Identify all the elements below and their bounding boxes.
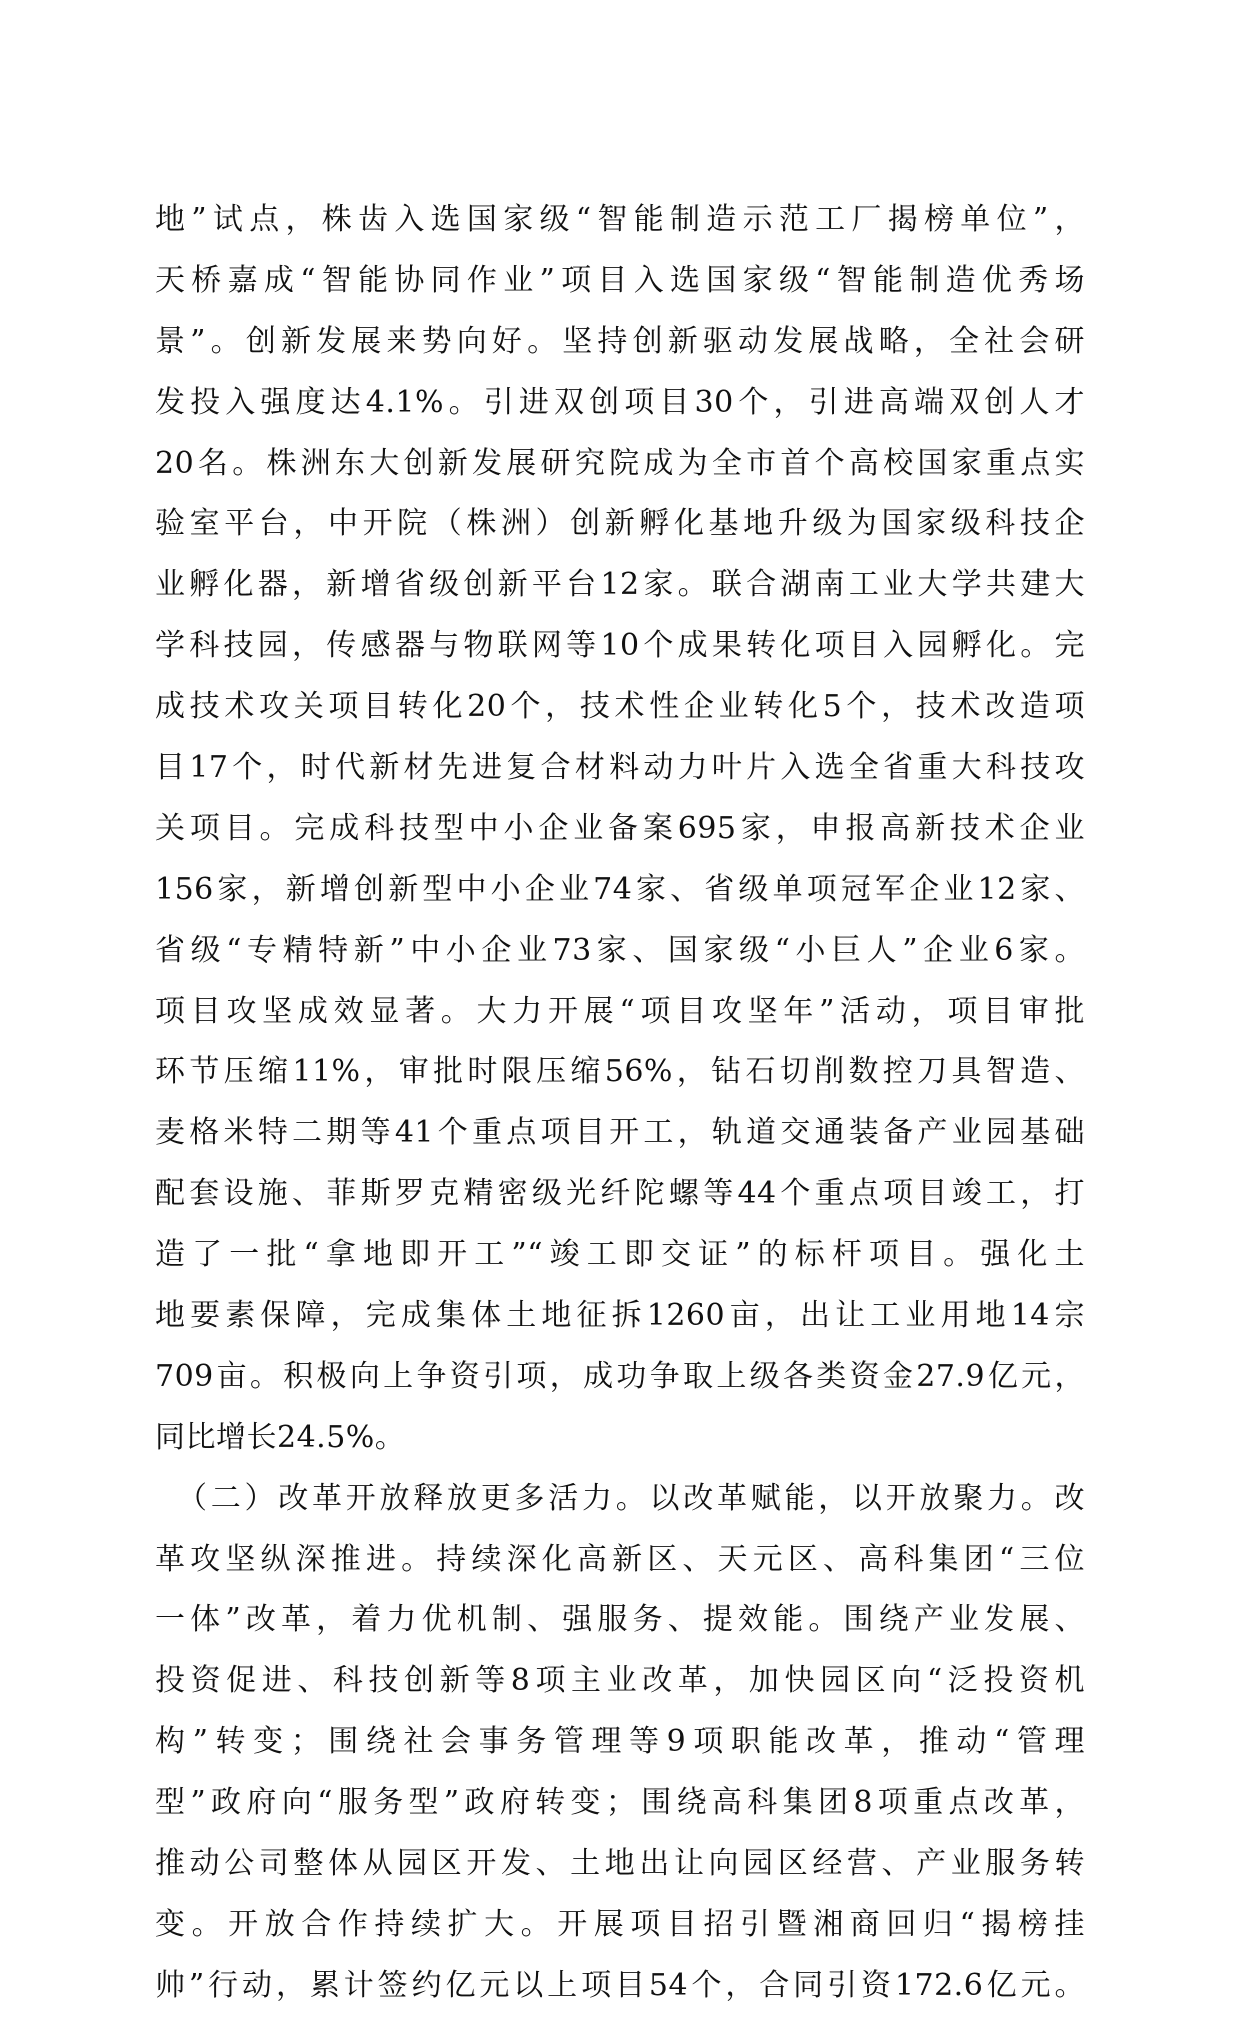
text-line: 验室平台，中开院（株洲）创新孵化基地升级为国家级科技企: [155, 506, 1085, 542]
text-line: 推动公司整体从园区开发、土地出让向园区经营、产业服务转: [155, 1846, 1085, 1882]
text-line: 发投入强度达4.1%。引进双创项目30个，引进高端双创人才: [155, 384, 1085, 420]
document-page: [155, 190, 1085, 2017]
text-line: 业孵化器，新增省级创新平台12家。联合湖南工业大学共建大: [155, 567, 1085, 603]
text-line: 环节压缩11%，审批时限压缩56%，钻石切削数控刀具智造、: [155, 1054, 1085, 1090]
text-line: 一体”改革，着力优机制、强服务、提效能。围绕产业发展、: [155, 1602, 1085, 1638]
text-line: 709亩。积极向上争资引项，成功争取上级各类资金27.9亿元，: [155, 1358, 1085, 1394]
text-line: 造了一批“拿地即开工”“竣工即交证”的标杆项目。强化土: [155, 1237, 1085, 1273]
text-line: 20名。株洲东大创新发展研究院成为全市首个高校国家重点实: [155, 445, 1085, 481]
text-line: 景”。创新发展来势向好。坚持创新驱动发展战略，全社会研: [155, 323, 1085, 359]
text-line: 地要素保障，完成集体土地征拆1260亩，出让工业用地14宗: [155, 1298, 1085, 1334]
text-line: 变。开放合作持续扩大。开展项目招引暨湘商回归“揭榜挂: [155, 1906, 1085, 1942]
text-line: 关项目。完成科技型中小企业备案695家，申报高新技术企业: [155, 810, 1085, 846]
text-line: 省级“专精特新”中小企业73家、国家级“小巨人”企业6家。: [155, 932, 1085, 968]
text-line: 项目攻坚成效显著。大力开展“项目攻坚年”活动，项目审批: [155, 993, 1085, 1029]
paragraph-end-line: 同比增长24.5%。: [155, 1419, 406, 1455]
text-line: 麦格米特二期等41个重点项目开工，轨道交通装备产业园基础: [155, 1115, 1085, 1151]
text-line: 156家，新增创新型中小企业74家、省级单项冠军企业12家、: [155, 871, 1085, 907]
text-line: 构”转变；围绕社会事务管理等9项职能改革，推动“管理: [155, 1724, 1085, 1760]
section-heading-line: （二）改革开放释放更多活力。以改革赋能，以开放聚力。改: [177, 1480, 1085, 1516]
text-line: 帅”行动，累计签约亿元以上项目54个，合同引资172.6亿元。: [155, 1967, 1085, 2003]
text-line: 学科技园，传感器与物联网等10个成果转化项目入园孵化。完: [155, 628, 1085, 664]
text-line: 成技术攻关项目转化20个，技术性企业转化5个，技术改造项: [155, 689, 1085, 725]
text-line: 投资促进、科技创新等8项主业改革，加快园区向“泛投资机: [155, 1663, 1085, 1699]
text-line: 型”政府向“服务型”政府转变；围绕高科集团8项重点改革，: [155, 1785, 1085, 1821]
text-line: 天桥嘉成“智能协同作业”项目入选国家级“智能制造优秀场: [155, 262, 1085, 298]
text-line: 目17个，时代新材先进复合材料动力叶片入选全省重大科技攻: [155, 750, 1085, 786]
text-line: 地”试点，株齿入选国家级“智能制造示范工厂揭榜单位”，: [155, 202, 1085, 237]
text-line: 配套设施、菲斯罗克精密级光纤陀螺等44个重点项目竣工，打: [155, 1176, 1085, 1212]
text-line: 革攻坚纵深推进。持续深化高新区、天元区、高科集团“三位: [155, 1541, 1085, 1577]
